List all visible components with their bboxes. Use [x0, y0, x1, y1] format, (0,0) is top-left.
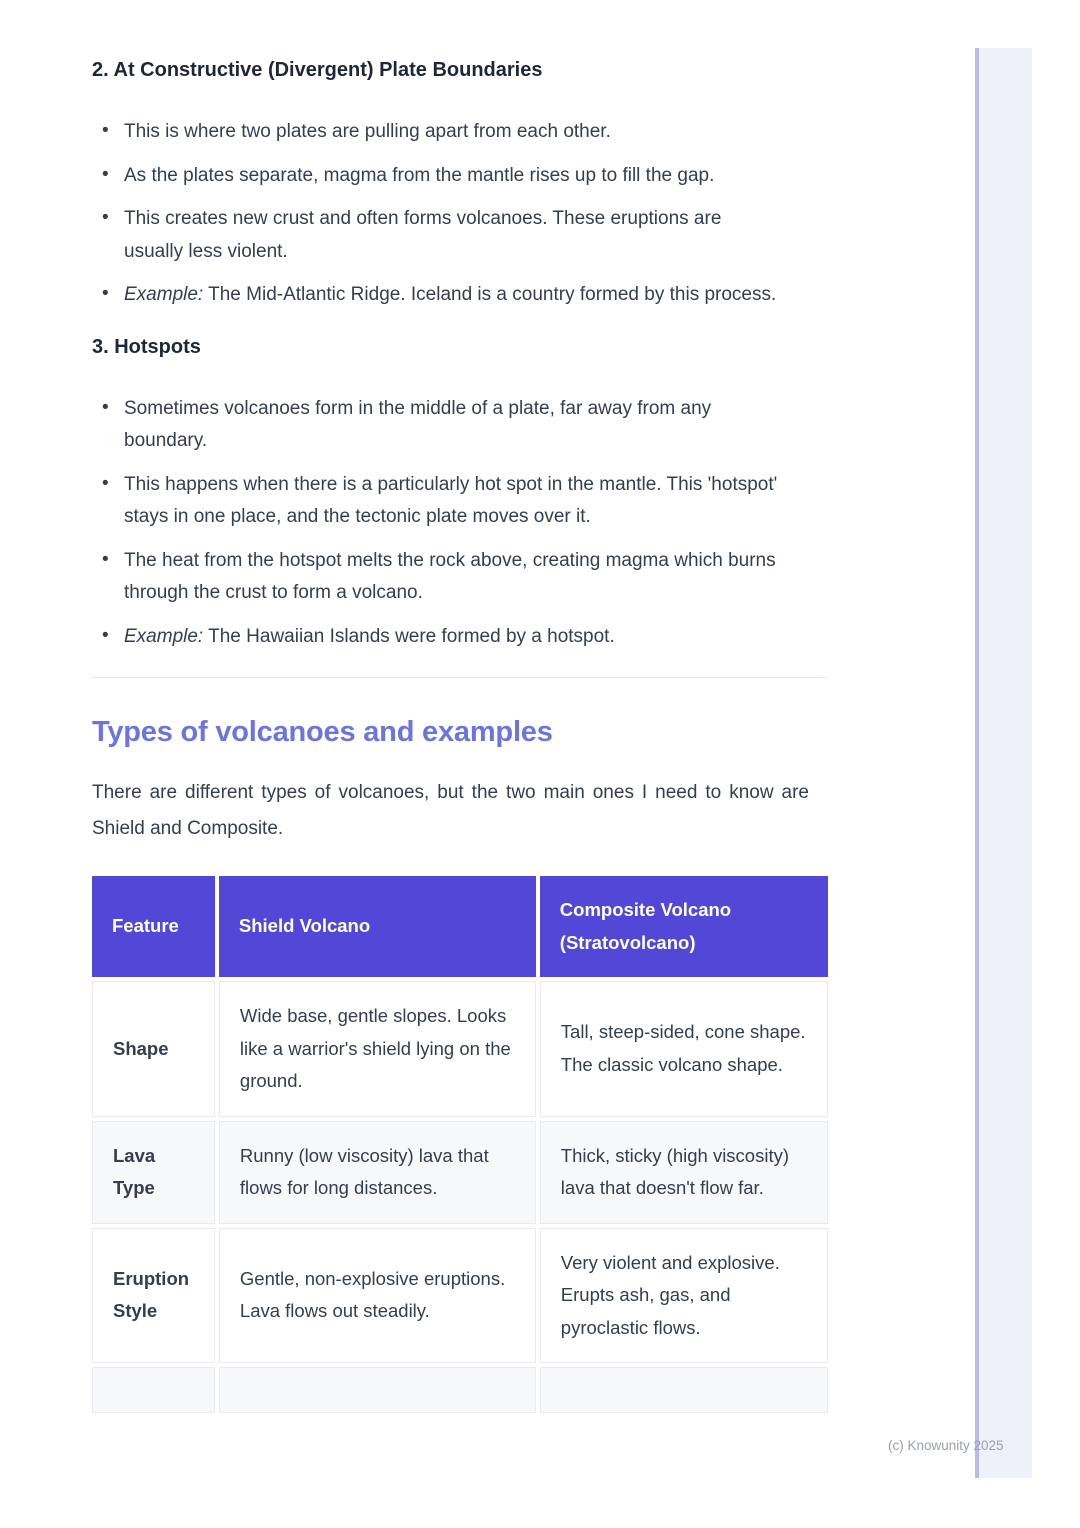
- section-divider: [92, 677, 827, 678]
- cell-shield-eruption-style: Gentle, non-explosive eruptions. Lava flows out steadily.: [219, 1228, 536, 1364]
- cell-feature-partial: [92, 1367, 215, 1413]
- bullet-dot-icon: •: [102, 283, 109, 304]
- bullet-dot-icon: •: [102, 163, 109, 185]
- bullet-item: [102, 160, 782, 193]
- table-head: [92, 876, 828, 977]
- cell-feature-shape: Shape: [92, 981, 215, 1117]
- bullet-list-hotspots: [92, 393, 782, 654]
- table-row-partial: [92, 1367, 828, 1413]
- table-row-lava-type: [92, 1121, 828, 1224]
- bullet-list-constructive: [92, 116, 782, 312]
- bullet-item: [102, 116, 782, 149]
- bullet-item: [102, 279, 782, 312]
- cell-composite-eruption-style: Very violent and explosive. Erupts ash, gas, and pyroclastic flows.: [540, 1228, 828, 1364]
- bullet-text: The Mid-Atlantic Ridge. Iceland is a country formed by this process.: [203, 284, 777, 305]
- section-heading-hotspots: 3. Hotspots: [92, 335, 201, 358]
- bullet-text: The heat from the hotspot melts the rock above, creating magma which burns through the crust to form a volcano.: [124, 549, 776, 603]
- section-heading-constructive-boundaries: 2. At Constructive (Divergent) Plate Boundaries: [92, 59, 543, 81]
- bullet-dot-icon: •: [102, 548, 109, 570]
- table-header-shield-volcano: Shield Volcano: [219, 876, 536, 977]
- volcano-comparison-table: [88, 872, 832, 1417]
- bullet-dot-icon: •: [102, 120, 109, 141]
- table-header-feature: Feature: [92, 876, 215, 977]
- table-header-composite-volcano: Composite Volcano (Stratovolcano): [540, 876, 828, 977]
- types-of-volcanoes-heading: Types of volcanoes and examples: [92, 716, 553, 748]
- bullet-text: The Hawaiian Islands were formed by a hotspot.: [203, 625, 615, 647]
- bullet-dot-icon: •: [102, 624, 109, 646]
- table-row-eruption-style: [92, 1228, 828, 1364]
- bullet-dot-icon: •: [102, 207, 109, 228]
- bullet-item: [102, 621, 782, 654]
- types-intro-paragraph: There are different types of volcanoes, but the two main ones I need to know are Shield and Composite.: [92, 782, 809, 839]
- table-header-row: [92, 876, 828, 977]
- bullet-text: This creates new crust and often forms volcanoes. These eruptions are usually less violent.: [124, 208, 722, 262]
- bullet-text: As the plates separate, magma from the mantle rises up to fill the gap.: [124, 164, 715, 186]
- bullet-dot-icon: •: [102, 396, 109, 418]
- cell-composite-shape: Tall, steep-sided, cone shape. The classic volcano shape.: [540, 981, 828, 1117]
- cell-feature-eruption-style: Eruption Style: [92, 1228, 215, 1364]
- bullet-italic-prefix: Example:: [124, 284, 204, 305]
- bullet-item: [102, 469, 782, 534]
- cell-shield-shape: Wide base, gentle slopes. Looks like a warrior's shield lying on the ground.: [219, 981, 536, 1117]
- page-edge-strip: [975, 48, 1032, 1478]
- cell-shield-lava-type: Runny (low viscosity) lava that flows for long distances.: [219, 1121, 536, 1224]
- bullet-item: [102, 545, 782, 610]
- bullet-item: [102, 393, 782, 458]
- cell-shield-partial: [219, 1367, 536, 1413]
- bullet-dot-icon: •: [102, 472, 109, 494]
- cell-composite-partial: [540, 1367, 828, 1413]
- bullet-text: This happens when there is a particularly hot spot in the mantle. This 'hotspot' stays in one place, and the tectonic plate moves over it.: [124, 473, 778, 527]
- bullet-item: [102, 203, 782, 268]
- bullet-text: This is where two plates are pulling apart from each other.: [124, 121, 611, 142]
- table-row-shape: [92, 981, 828, 1117]
- cell-composite-lava-type: Thick, sticky (high viscosity) lava that doesn't flow far.: [540, 1121, 828, 1224]
- cell-feature-lava-type: Lava Type: [92, 1121, 215, 1224]
- watermark: (c) Knowunity 2025: [888, 1438, 1004, 1453]
- bullet-italic-prefix: Example:: [124, 625, 204, 647]
- table-body: [92, 981, 828, 1413]
- bullet-text: Sometimes volcanoes form in the middle of a plate, far away from any boundary.: [124, 397, 712, 451]
- document-page: [92, 0, 832, 1417]
